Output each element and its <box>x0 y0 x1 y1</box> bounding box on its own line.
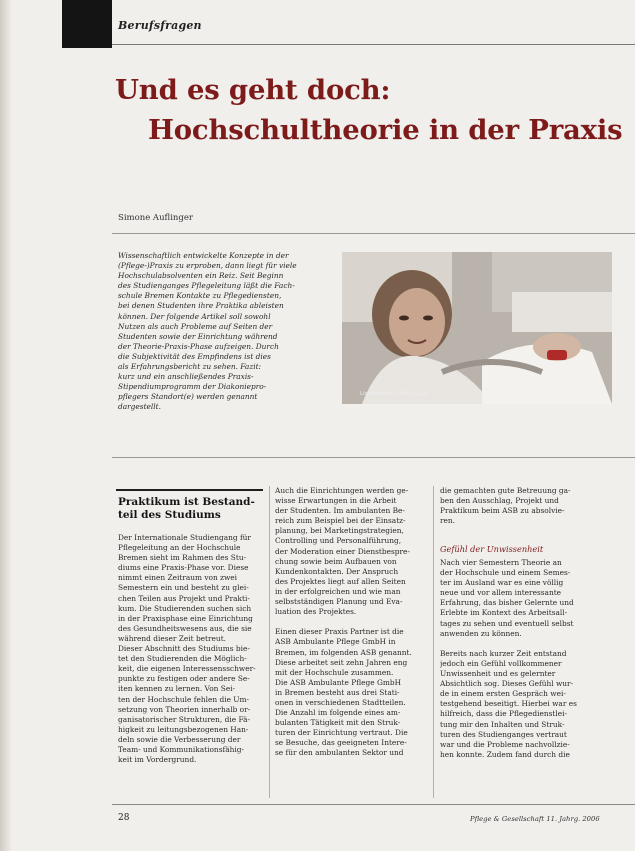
column-divider-2 <box>433 486 434 798</box>
photo-caption: Lichtenhofer · Foto: Lauf <box>360 391 428 397</box>
body-line: neue und vor allem interessante <box>440 588 562 598</box>
body-line: Nach vier Semestern Theorie an <box>440 558 562 567</box>
body-line: wisse Erwartungen in die Arbeit <box>275 496 397 506</box>
body-line: nimmt einen Zeitraum von zwei <box>118 573 238 583</box>
body-line: higkeit zu leitungsbezogenen Han- <box>118 724 249 734</box>
body-line: der Moderation einer Dienstbespre- <box>275 546 410 556</box>
intro-line: die Subjektivität des Empfindens ist dies <box>118 351 271 361</box>
body-line: Bremen, im folgenden ASB genannt. <box>275 647 412 657</box>
body-line: reich zum Beispiel bei der Einsatz- <box>275 516 406 526</box>
body-line: de in einem ersten Gespräch wei- <box>440 689 566 699</box>
intro-line: als Erfahrungsbericht zu sehen. Fazit: <box>118 362 262 372</box>
body-line: onen in verschiedenen Stadtteilen. <box>275 697 406 707</box>
column-3-text-a <box>440 486 592 526</box>
body-line: luation des Projektes. <box>275 607 357 617</box>
article-photo <box>342 252 612 404</box>
body-line: se Besuche, das geeigneten Intere- <box>275 738 407 748</box>
body-line: ganisatorischer Strukturen, die Fä- <box>118 714 250 724</box>
body-line: jedoch ein Gefühl vollkommener <box>440 658 562 668</box>
intro-line: Stipendiumprogramm der Diakoniepro- <box>118 382 267 392</box>
body-line: Erlebte im Kontext des Arbeitsall- <box>440 608 568 618</box>
intro-line: der Theorie-Praxis-Phase aufzeigen. Durch <box>118 341 279 351</box>
header-rule <box>112 44 635 45</box>
author-byline: Simone Auflinger <box>118 213 193 223</box>
body-line: in der Praxisphase eine Einrichtung <box>118 613 253 623</box>
body-line: chung sowie beim Aufbauen von <box>275 556 397 566</box>
body-line: in der erfolgreichen und wie man <box>275 586 401 596</box>
body-line: diums eine Praxis-Phase vor. Diese <box>118 563 249 573</box>
body-line: Bereits nach kurzer Zeit entstand <box>440 648 567 658</box>
photo-illustration <box>342 252 612 404</box>
body-line: selbstständigen Planung und Eva- <box>275 597 403 607</box>
body-line: in Bremen besteht aus drei Stati- <box>275 687 400 697</box>
intro-paragraph <box>118 251 343 413</box>
body-line: Die ASB Ambulante Pflege GmbH <box>275 677 402 687</box>
intro-line: (Pflege-)Praxis zu erproben, dann liegt für viele <box>118 261 297 271</box>
intro-rule <box>112 233 635 234</box>
body-line: anwenden zu können. <box>440 628 522 638</box>
body-line: Dieser Abschnitt des Studiums bie- <box>118 644 250 654</box>
column-heading-bar <box>116 489 263 491</box>
body-line: Auch die Einrichtungen werden ge- <box>275 486 409 495</box>
body-line: ASB Ambulante Pflege GmbH in <box>275 637 396 647</box>
intro-line: Nutzen als auch Probleme auf Seiten der <box>118 321 273 331</box>
body-line: Pflegeleitung an der Hochschule <box>118 543 241 553</box>
intro-line: bei denen Studenten ihre Praktika ableisten <box>118 301 284 311</box>
heading-line: teil des Studiums <box>118 509 221 521</box>
intro-line: pflegers Standort(e) werden genannt <box>118 392 258 402</box>
body-line: testgehend beseitigt. Hierbei war es <box>440 699 577 709</box>
article-title-line-2: Hochschultheorie in der Praxis <box>148 114 623 146</box>
body-line: Der Internationale Studiengang für <box>118 533 251 542</box>
body-line: ten der Hochschule fehlen die Um- <box>118 694 250 704</box>
body-line: turen der Einrichtung vertraut. Die <box>275 728 408 738</box>
intro-line: schule Bremen Kontakte zu Pflegediensten, <box>118 291 282 301</box>
body-line: mit der Hochschule zusammen. <box>275 667 394 677</box>
body-line: Team- und Kommunikationsfähig- <box>118 744 244 754</box>
body-line: planung, bei Marketingstrategien, <box>275 526 404 536</box>
body-line: iten kennen zu lernen. Von Sei- <box>118 684 236 694</box>
body-line: Semestern ein und besteht zu glei- <box>118 583 249 593</box>
body-line: deln sowie die Verbesserung der <box>118 734 241 744</box>
body-line: Kundenkontakten. Der Anspruch <box>275 566 399 576</box>
body-line: Unwissenheit und es gelernter <box>440 669 556 679</box>
body-line: ren. <box>440 516 456 526</box>
column-2-text <box>275 486 427 759</box>
body-line: se für den ambulanten Sektor und <box>275 748 404 758</box>
body-line: der Studenten. Im ambulanten Be- <box>275 506 405 516</box>
body-line: bulanten Tätigkeit mit den Struk- <box>275 718 401 728</box>
body-line: während dieser Zeit betreut. <box>118 633 227 643</box>
intro-line: kurz und ein anschließendes Praxis- <box>118 372 254 382</box>
body-line: Controlling und Personalführung, <box>275 536 402 546</box>
body-line: Diese arbeitet seit zehn Jahren eng <box>275 657 408 667</box>
body-line: war und die Probleme nachvollzie- <box>440 739 570 749</box>
body-line: der Hochschule und einem Semes- <box>440 568 571 578</box>
body-line: tages zu sehen und eventuell selbst <box>440 618 574 628</box>
column-divider-1 <box>269 486 270 798</box>
body-line: keit, die eigenen Interessensschwer- <box>118 664 256 674</box>
scan-shadow <box>0 0 12 851</box>
body-line: Bremen sieht im Rahmen des Stu- <box>118 553 247 563</box>
body-line: Absichtlich sog. Dieses Gefühl wur- <box>440 679 574 689</box>
column-1-text <box>118 533 266 765</box>
body-line: des Projektes liegt auf allen Seiten <box>275 576 406 586</box>
journal-footer: Pflege & Gesellschaft 11. Jahrg. 2006 <box>470 815 600 823</box>
body-line <box>440 639 592 649</box>
intro-line: Wissenschaftlich entwickelte Konzepte in der <box>118 251 289 260</box>
intro-line: dargestellt. <box>118 402 161 412</box>
body-line: setzung von Theorien innerhalb or- <box>118 704 251 714</box>
body-line: turen des Studienganges vertraut <box>440 729 567 739</box>
footer-rule <box>112 804 635 805</box>
section-heading <box>118 496 266 522</box>
intro-line: Hochschulabsolventen ein Reiz. Seit Beginn <box>118 271 284 281</box>
body-line: Praktikum beim ASB zu absolvie- <box>440 506 565 516</box>
body-line: chen Teilen aus Projekt und Prakti- <box>118 593 250 603</box>
body-line: des Gesundheitswesens aus, die sie <box>118 623 252 633</box>
intro-line: des Studienganges Pflegeleitung läßt die Fach- <box>118 281 295 291</box>
body-line: kum. Die Studierenden suchen sich <box>118 603 252 613</box>
subheading-unwissenheit: Gefühl der Unwissenheit <box>440 544 544 554</box>
body-line: Die Anzahl im folgende eines am- <box>275 708 401 718</box>
body-line: ter im Ausland war es eine völlig <box>440 578 564 588</box>
section-label: Berufsfragen <box>118 19 202 32</box>
column-3-text-b <box>440 558 592 760</box>
body-line: ben den Ausschlag, Projekt und <box>440 496 559 506</box>
body-line: hilfreich, dass die Pflegedienstlei- <box>440 709 567 719</box>
body-line: Erfahrung, das bisher Gelernte und <box>440 598 574 608</box>
body-line: keit im Vordergrund. <box>118 755 197 765</box>
body-line: tet den Studierenden die Möglich- <box>118 654 247 664</box>
body-line: punkte zu festigen oder andere Se- <box>118 674 250 684</box>
section-marker-block <box>62 0 112 48</box>
body-line: tung mir den Inhalten und Struk- <box>440 719 565 729</box>
article-title-line-1: Und es geht doch: <box>115 74 391 106</box>
page-number: 28 <box>118 813 130 823</box>
heading-line: Praktikum ist Bestand- <box>118 496 255 508</box>
body-line: hen konnte. Zudem fand durch die <box>440 749 570 759</box>
body-line <box>275 617 427 627</box>
intro-line: Studenten sowie der Einrichtung während <box>118 331 278 341</box>
body-line: die gemachten gute Betreuung ga- <box>440 486 571 495</box>
intro-bottom-rule <box>112 457 635 458</box>
intro-line: können. Der folgende Artikel soll sowohl <box>118 311 271 321</box>
body-line: Einen dieser Praxis Partner ist die <box>275 627 404 637</box>
